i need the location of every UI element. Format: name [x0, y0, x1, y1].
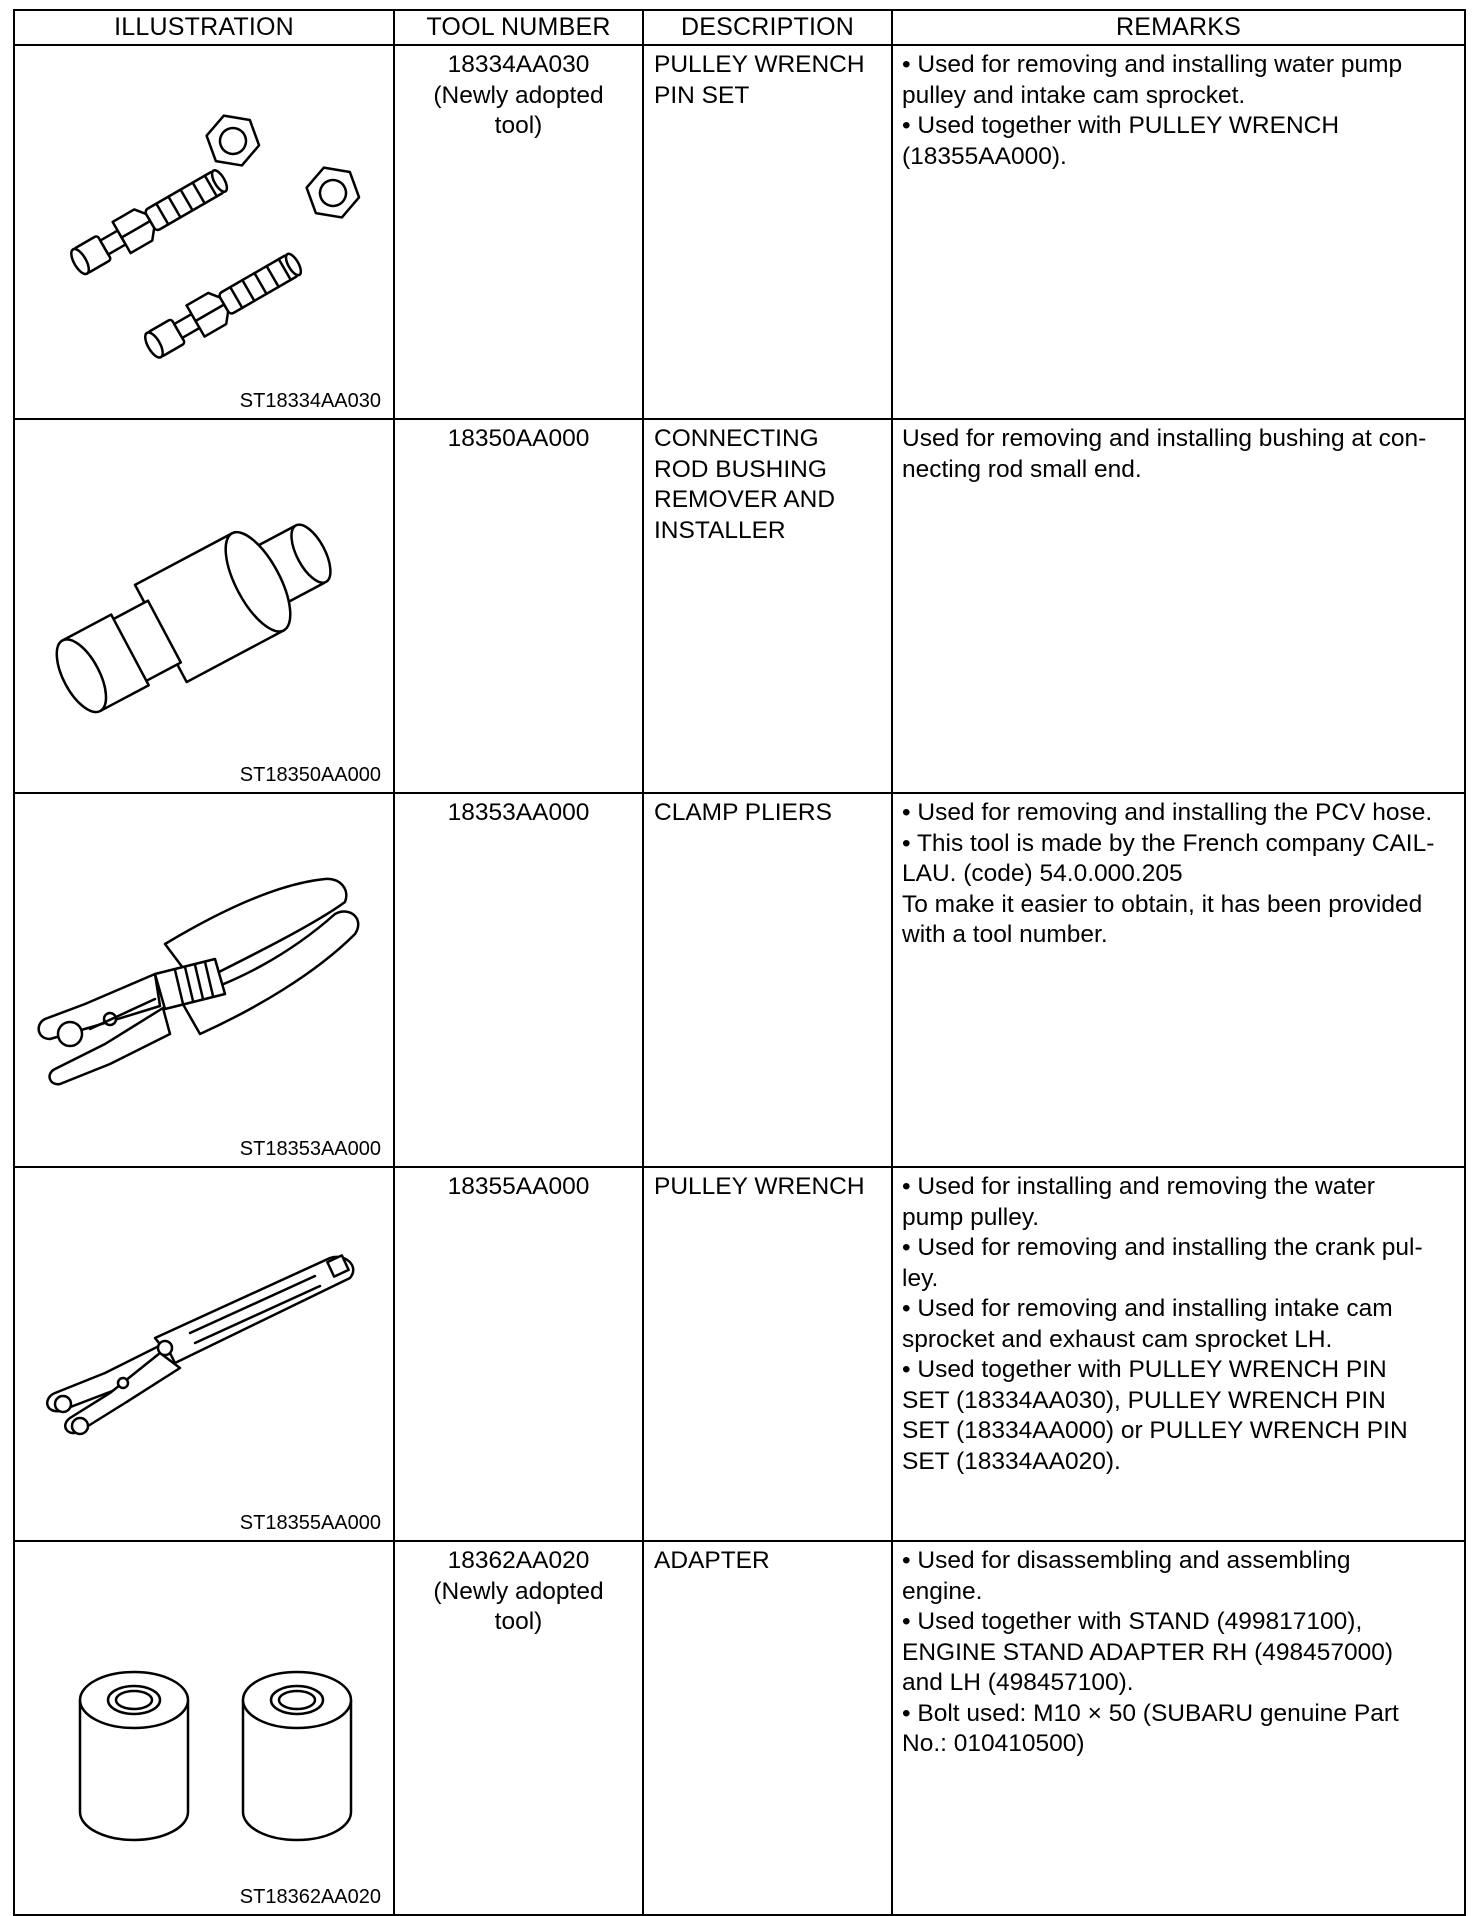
remarks-line: sprocket and exhaust cam sprocket LH.: [902, 1325, 1333, 1353]
remarks-line: To make it easier to obtain, it has been provided: [902, 890, 1423, 918]
remarks-line: ley.: [902, 1264, 939, 1292]
description-cell: [643, 419, 892, 793]
bushing-remover-installer-icon: [15, 420, 395, 788]
remarks-line: • Bolt used: M10 × 50 (SUBARU genuine Part: [902, 1699, 1399, 1727]
illustration-cell: [14, 1541, 394, 1915]
tool-number-cell: [394, 419, 643, 793]
tool-number-cell: [394, 793, 643, 1167]
remarks-line: • Used for removing and installing the PCV hose.: [902, 799, 1433, 826]
illustration-cell: [14, 793, 394, 1167]
remarks-line: Used for removing and installing bushing at con-: [902, 425, 1427, 452]
tool-number-cell: [394, 1541, 643, 1915]
remarks-cell: [892, 419, 1465, 793]
tool-number-line: 18362AA020: [447, 1547, 590, 1574]
remarks-line: • Used together with STAND (499817100),: [902, 1608, 1363, 1635]
table-row: [14, 419, 1465, 793]
description-line: ROD BUSHING: [654, 455, 827, 483]
tool-number-line: (Newly adopted: [433, 81, 604, 109]
description-line: PIN SET: [654, 81, 750, 109]
description-line: ADAPTER: [654, 1547, 770, 1574]
illustration-code: ST18355AA000: [239, 1512, 381, 1534]
remarks-line: (18355AA000).: [902, 142, 1067, 170]
description-line: PULLEY WRENCH: [654, 51, 865, 78]
tool-number-line: tool): [494, 112, 543, 139]
adapter-spacers-icon: [15, 1542, 395, 1910]
tool-number-cell: [394, 45, 643, 419]
remarks-line: LAU. (code) 54.0.000.205: [902, 860, 1183, 887]
tool-number-line: 18355AA000: [447, 1173, 590, 1200]
tool-number-cell: [394, 1167, 643, 1541]
header-description: DESCRIPTION: [643, 10, 892, 45]
tool-number-line: 18350AA000: [447, 425, 590, 452]
remarks-line: SET (18334AA000) or PULLEY WRENCH PIN: [902, 1417, 1408, 1444]
remarks-line: and LH (498457100).: [902, 1669, 1134, 1696]
remarks-line: • This tool is made by the French company CAIL-: [902, 829, 1435, 857]
remarks-line: • Used for removing and installing intake cam: [902, 1295, 1393, 1322]
table-row: [14, 793, 1465, 1167]
description-cell: [643, 1167, 892, 1541]
remarks-line: • Used together with PULLEY WRENCH PIN: [902, 1356, 1387, 1383]
description-line: PULLEY WRENCH: [654, 1173, 865, 1200]
remarks-line: • Used for removing and installing the crank pul-: [902, 1234, 1423, 1261]
remarks-cell: [892, 793, 1465, 1167]
remarks-line: • Used for removing and installing water pump: [902, 51, 1403, 78]
description-cell: [643, 45, 892, 419]
remarks-line: • Used together with PULLEY WRENCH: [902, 112, 1340, 139]
description-cell: [643, 793, 892, 1167]
description-line: REMOVER AND: [654, 486, 836, 513]
tool-number-line: 18334AA030: [447, 51, 590, 78]
description-cell: [643, 1541, 892, 1915]
remarks-line: No.: 010410500): [902, 1730, 1085, 1757]
tool-number-line: (Newly adopted: [433, 1577, 604, 1605]
clamp-pliers-icon: [15, 794, 395, 1162]
illustration-code: ST18350AA000: [239, 764, 381, 786]
illustration-cell: [14, 1167, 394, 1541]
remarks-line: engine.: [902, 1577, 983, 1605]
description-line: CONNECTING: [654, 425, 819, 452]
illustration-code: ST18334AA030: [239, 390, 381, 412]
table-row: [14, 45, 1465, 419]
remarks-line: with a tool number.: [902, 921, 1108, 948]
remarks-line: pump pulley.: [902, 1203, 1040, 1231]
illustration-cell: [14, 419, 394, 793]
remarks-cell: [892, 1167, 1465, 1541]
header-illustration: ILLUSTRATION: [14, 10, 394, 45]
tool-number-line: tool): [494, 1608, 543, 1635]
remarks-cell: [892, 45, 1465, 419]
remarks-cell: [892, 1541, 1465, 1915]
pulley-wrench-icon: [15, 1168, 395, 1536]
tool-number-line: 18353AA000: [447, 799, 590, 826]
remarks-line: ENGINE STAND ADAPTER RH (498457000): [902, 1638, 1394, 1666]
special-tools-table: [13, 9, 1466, 1916]
description-line: CLAMP PLIERS: [654, 799, 832, 826]
header-tool-number: TOOL NUMBER: [394, 10, 643, 45]
remarks-line: • Used for installing and removing the water: [902, 1173, 1375, 1200]
remarks-line: SET (18334AA030), PULLEY WRENCH PIN: [902, 1386, 1386, 1414]
description-line: INSTALLER: [654, 516, 786, 544]
header-remarks: REMARKS: [892, 10, 1465, 45]
remarks-line: pulley and intake cam sprocket.: [902, 81, 1246, 109]
illustration-code: ST18362AA020: [239, 1886, 381, 1908]
pulley-wrench-pin-set-icon: [15, 46, 395, 414]
remarks-line: • Used for disassembling and assembling: [902, 1547, 1351, 1574]
table-row: [14, 1541, 1465, 1915]
remarks-line: necting rod small end.: [902, 455, 1142, 483]
illustration-cell: [14, 45, 394, 419]
illustration-code: ST18353AA000: [239, 1138, 381, 1160]
table-row: [14, 1167, 1465, 1541]
table-header-row: [14, 10, 1465, 45]
remarks-line: SET (18334AA020).: [902, 1447, 1121, 1475]
